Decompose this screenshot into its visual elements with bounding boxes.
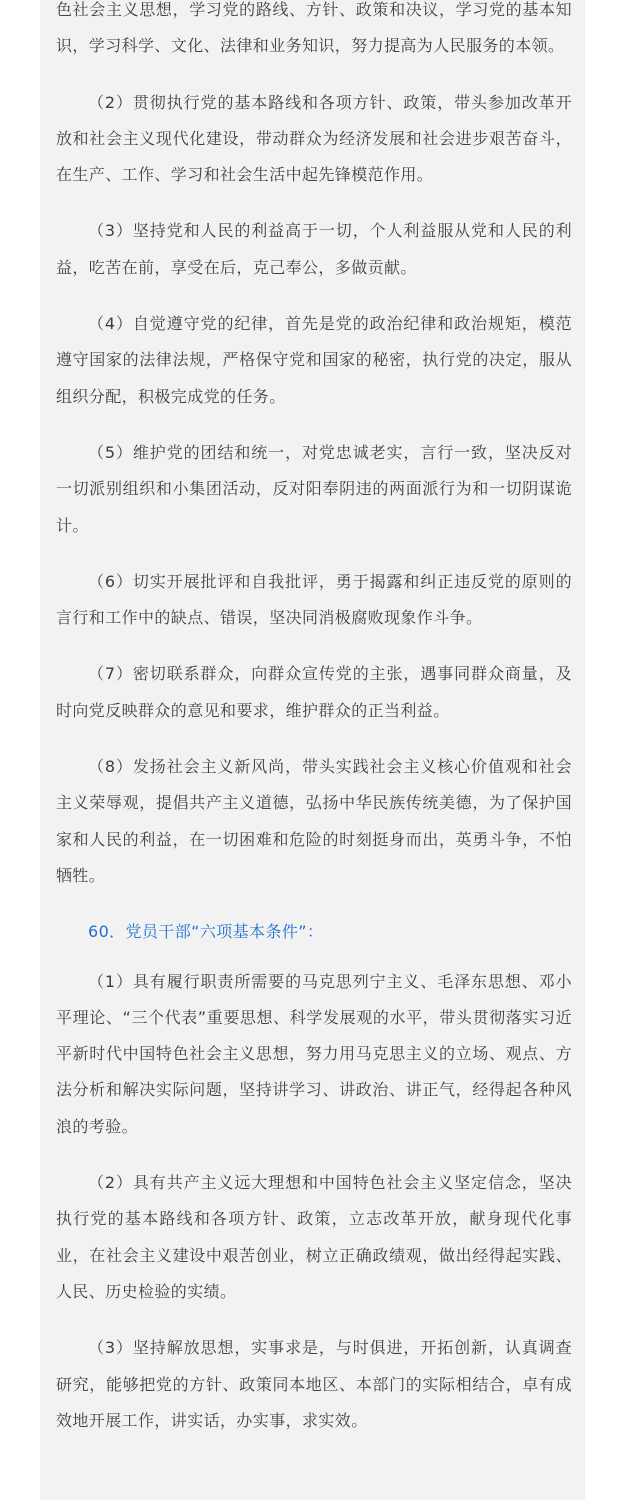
section-heading-60: 60．党员干部“六项基本条件”：	[88, 922, 324, 942]
condition-item-3: （3）坚持解放思想，实事求是，与时俱进，开拓创新，认真调查研究，能够把党的方针、政策同本地区、本部门的实际相结合，卓有成效地开展工作，讲实话，办实事，求实效。	[56, 1338, 572, 1430]
lead-paragraph: 色社会主义思想，学习党的路线、方针、政策和决议，学习党的基本知识，学习科学、文化、法律和业务知识，努力提高为人民服务的本领。	[56, 0, 572, 56]
condition-item-2: （2）具有共产主义远大理想和中国特色社会主义坚定信念，坚决执行党的基本路线和各项方针、政策，立志改革开放，献身现代化事业，在社会主义建设中艰苦创业，树立正确政绩观，做出经得起实践、人民、历史检验的实绩。	[56, 1173, 572, 1301]
article-body	[56, 0, 572, 1459]
duty-item-3: （3）坚持党和人民的利益高于一切，个人利益服从党和人民的利益，吃苦在前，享受在后，克己奉公，多做贡献。	[56, 221, 572, 277]
duty-item-6: （6）切实开展批评和自我批评，勇于揭露和纠正违反党的原则的言行和工作中的缺点、错误，坚决同消极腐败现象作斗争。	[56, 571, 572, 628]
condition-item-1: （1）具有履行职责所需要的马克思列宁主义、毛泽东思想、邓小平理论、“三个代表”重要思想、科学发展观的水平，带头贯彻落实习近平新时代中国特色社会主义思想，努力用马克思主义的立场、观点、方法分析和解决实际问题，坚持讲学习、讲政治、讲正气，经得起各种风浪的考验。	[56, 971, 572, 1136]
duty-item-7: （7）密切联系群众，向群众宣传党的主张，遇事同群众商量，及时向党反映群众的意见和要求，维护群众的正当利益。	[56, 664, 572, 720]
duty-item-5: （5）维护党的团结和统一，对党忠诚老实，言行一致，坚决反对一切派别组织和小集团活动，反对阳奉阴违的两面派行为和一切阴谋诡计。	[56, 442, 572, 535]
duty-item-4: （4）自觉遵守党的纪律，首先是党的政治纪律和政治规矩，模范遵守国家的法律法规，严格保守党和国家的秘密，执行党的决定，服从组织分配，积极完成党的任务。	[56, 314, 572, 406]
duty-item-8: （8）发扬社会主义新风尚，带头实践社会主义核心价值观和社会主义荣辱观，提倡共产主义道德，弘扬中华民族传统美德，为了保护国家和人民的利益，在一切困难和危险的时刻挺身而出，英勇斗争，不怕牺牲。	[56, 757, 572, 885]
duty-item-2: （2）贯彻执行党的基本路线和各项方针、政策，带头参加改革开放和社会主义现代化建设，带动群众为经济发展和社会进步艰苦奋斗，在生产、工作、学习和社会生活中起先锋模范作用。	[56, 92, 572, 185]
